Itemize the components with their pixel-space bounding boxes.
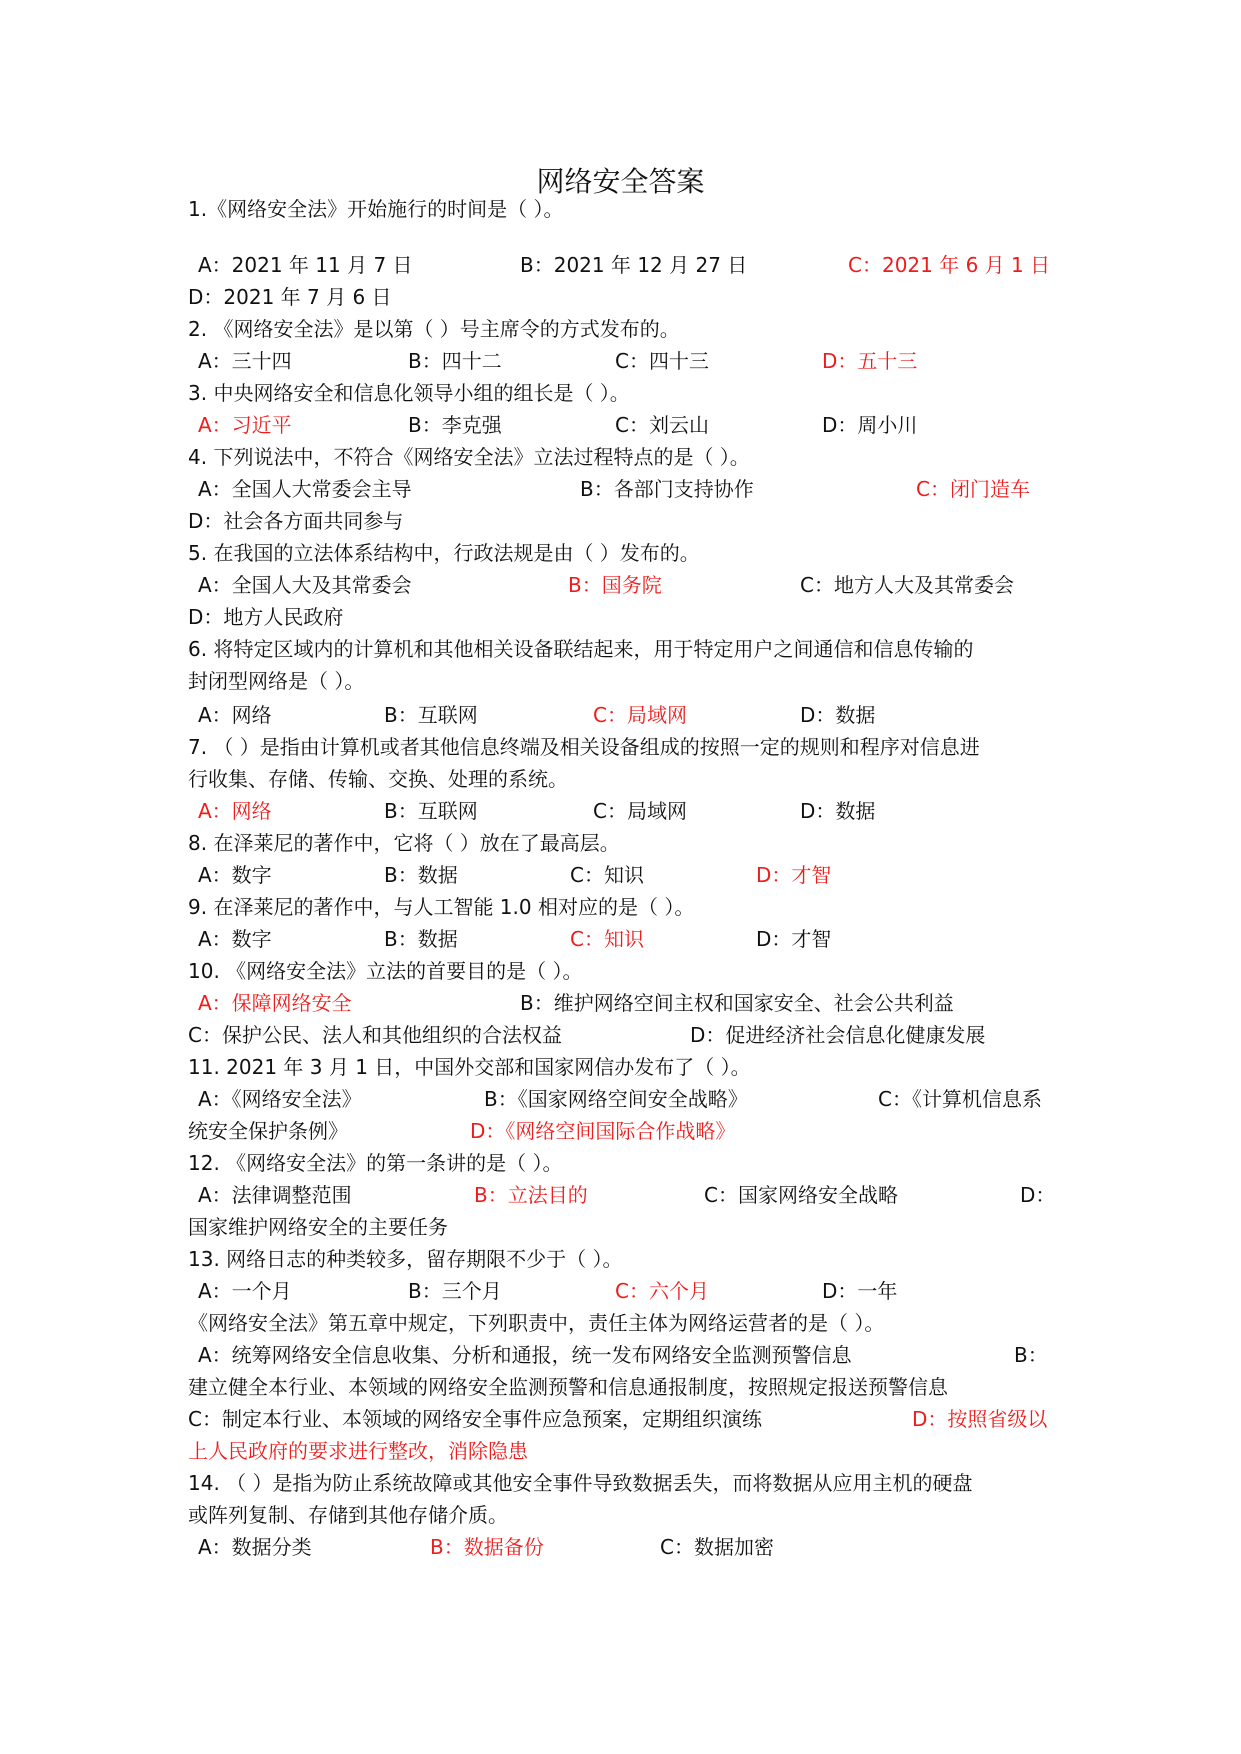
question-12-stem: 12. 《网络安全法》的第一条讲的是（ ）。	[188, 1151, 563, 1175]
question-12-option-c: C：国家网络安全战略	[704, 1183, 898, 1207]
question-11-stem: 11. 2021 年 3 月 1 日，中国外交部和国家网信办发布了（ ）。	[188, 1055, 751, 1079]
question-9-option-c-answer: C：知识	[570, 927, 644, 951]
question-11-option-b: B：《国家网络空间安全战略》	[484, 1087, 748, 1111]
question-4-option-c-answer: C：闭门造车	[916, 477, 1030, 501]
question-11-option-c-line-2: 统安全保护条例》	[188, 1119, 348, 1143]
question-10-stem: 10. 《网络安全法》立法的首要目的是（ ）。	[188, 959, 583, 983]
question-12-option-a: A：法律调整范围	[198, 1183, 352, 1207]
question-1-option-d: D：2021 年 7 月 6 日	[188, 285, 392, 309]
question-12-option-b-answer: B：立法目的	[474, 1183, 588, 1207]
question-2-option-d-answer: D：五十三	[822, 349, 918, 373]
question-2-option-b: B：四十二	[408, 349, 502, 373]
question-7-option-c: C：局域网	[593, 799, 687, 823]
question-network-operator-option-d-answer-line-1: D：按照省级以	[912, 1407, 1048, 1431]
question-3-option-b: B：李克强	[408, 413, 502, 437]
question-6-option-d: D：数据	[800, 703, 876, 727]
question-6-stem-line-2: 封闭型网络是（ ）。	[188, 669, 365, 693]
question-4-option-d: D：社会各方面共同参与	[188, 509, 404, 533]
question-14-stem-line-1: 14. （ ）是指为防止系统故障或其他安全事件导致数据丢失，而将数据从应用主机的硬盘	[188, 1471, 973, 1495]
question-network-operator-option-b-line-2: 建立健全本行业、本领域的网络安全监测预警和信息通报制度，按照规定报送预警信息	[188, 1375, 948, 1399]
question-3-option-d: D：周小川	[822, 413, 918, 437]
question-9-stem: 9. 在泽莱尼的著作中，与人工智能 1.0 相对应的是（ ）。	[188, 895, 695, 919]
question-6-option-c-answer: C：局域网	[593, 703, 687, 727]
question-7-option-a-answer: A：网络	[198, 799, 272, 823]
question-12-option-d-line-2: 国家维护网络安全的主要任务	[188, 1215, 448, 1239]
question-2-option-a: A：三十四	[198, 349, 292, 373]
question-5-option-c: C：地方人大及其常委会	[800, 573, 1014, 597]
question-6-option-a: A：网络	[198, 703, 272, 727]
question-2-stem: 2. 《网络安全法》是以第（ ）号主席令的方式发布的。	[188, 317, 680, 341]
question-4-stem: 4. 下列说法中，不符合《网络安全法》立法过程特点的是（ ）。	[188, 445, 750, 469]
question-11-option-a: A：《网络安全法》	[198, 1087, 362, 1111]
question-10-option-b: B：维护网络空间主权和国家安全、社会公共利益	[520, 991, 954, 1015]
question-6-stem-line-1: 6. 将特定区域内的计算机和其他相关设备联结起来，用于特定用户之间通信和信息传输的	[188, 637, 974, 661]
question-14-option-b-answer: B：数据备份	[430, 1535, 544, 1559]
question-1-option-a: A：2021 年 11 月 7 日	[198, 253, 413, 277]
question-7-stem-line-1: 7. （ ）是指由计算机或者其他信息终端及相关设备组成的按照一定的规则和程序对信息进	[188, 735, 980, 759]
question-9-option-a: A：数字	[198, 927, 272, 951]
question-network-operator-stem: 《网络安全法》第五章中规定，下列职责中，责任主体为网络运营者的是（ ）。	[188, 1311, 885, 1335]
question-13-option-d: D：一年	[822, 1279, 898, 1303]
question-3-option-a-answer: A：习近平	[198, 413, 292, 437]
question-network-operator-option-c: C：制定本行业、本领域的网络安全事件应急预案，定期组织演练	[188, 1407, 762, 1431]
question-10-option-d: D：促进经济社会信息化健康发展	[690, 1023, 986, 1047]
question-13-stem: 13. 网络日志的种类较多，留存期限不少于（ ）。	[188, 1247, 623, 1271]
question-10-option-a-answer: A：保障网络安全	[198, 991, 352, 1015]
question-1-stem: 1.《网络安全法》开始施行的时间是（ ）。	[188, 197, 564, 221]
question-5-stem: 5. 在我国的立法体系结构中，行政法规是由（ ）发布的。	[188, 541, 700, 565]
question-7-stem-line-2: 行收集、存储、传输、交换、处理的系统。	[188, 767, 568, 791]
question-network-operator-option-a: A：统筹网络安全信息收集、分析和通报，统一发布网络安全监测预警信息	[198, 1343, 852, 1367]
question-7-option-d: D：数据	[800, 799, 876, 823]
question-1-option-c-answer: C：2021 年 6 月 1 日	[848, 253, 1051, 277]
question-3-option-c: C：刘云山	[615, 413, 709, 437]
page-title: 网络安全答案	[536, 165, 705, 198]
question-12-option-d-line-1: D：	[1020, 1183, 1056, 1207]
question-2-option-c: C：四十三	[615, 349, 709, 373]
question-5-option-b-answer: B：国务院	[568, 573, 662, 597]
question-3-stem: 3. 中央网络安全和信息化领导小组的组长是（ ）。	[188, 381, 630, 405]
question-7-option-b: B：互联网	[384, 799, 478, 823]
question-14-stem-line-2: 或阵列复制、存储到其他存储介质。	[188, 1503, 508, 1527]
question-8-option-a: A：数字	[198, 863, 272, 887]
question-1-option-b: B：2021 年 12 月 27 日	[520, 253, 748, 277]
question-13-option-c-answer: C：六个月	[615, 1279, 709, 1303]
question-5-option-d: D：地方人民政府	[188, 605, 344, 629]
question-9-option-d: D：才智	[756, 927, 832, 951]
question-network-operator-option-b-line-1: B：	[1014, 1343, 1048, 1367]
question-6-option-b: B：互联网	[384, 703, 478, 727]
question-8-option-c: C：知识	[570, 863, 644, 887]
question-8-stem: 8. 在泽莱尼的著作中，它将（ ）放在了最高层。	[188, 831, 620, 855]
question-5-option-a: A：全国人大及其常委会	[198, 573, 412, 597]
question-9-option-b: B：数据	[384, 927, 458, 951]
question-4-option-a: A：全国人大常委会主导	[198, 477, 412, 501]
question-14-option-c: C：数据加密	[660, 1535, 774, 1559]
question-10-option-c: C：保护公民、法人和其他组织的合法权益	[188, 1023, 562, 1047]
question-13-option-a: A：一个月	[198, 1279, 292, 1303]
question-13-option-b: B：三个月	[408, 1279, 502, 1303]
question-8-option-b: B：数据	[384, 863, 458, 887]
question-network-operator-option-d-answer-line-2: 上人民政府的要求进行整改，消除隐患	[188, 1439, 528, 1463]
question-8-option-d-answer: D：才智	[756, 863, 832, 887]
question-4-option-b: B：各部门支持协作	[580, 477, 754, 501]
question-11-option-d-answer: D：《网络空间国际合作战略》	[470, 1119, 736, 1143]
question-14-option-a: A：数据分类	[198, 1535, 312, 1559]
question-11-option-c-line-1: C：《计算机信息系	[878, 1087, 1042, 1111]
